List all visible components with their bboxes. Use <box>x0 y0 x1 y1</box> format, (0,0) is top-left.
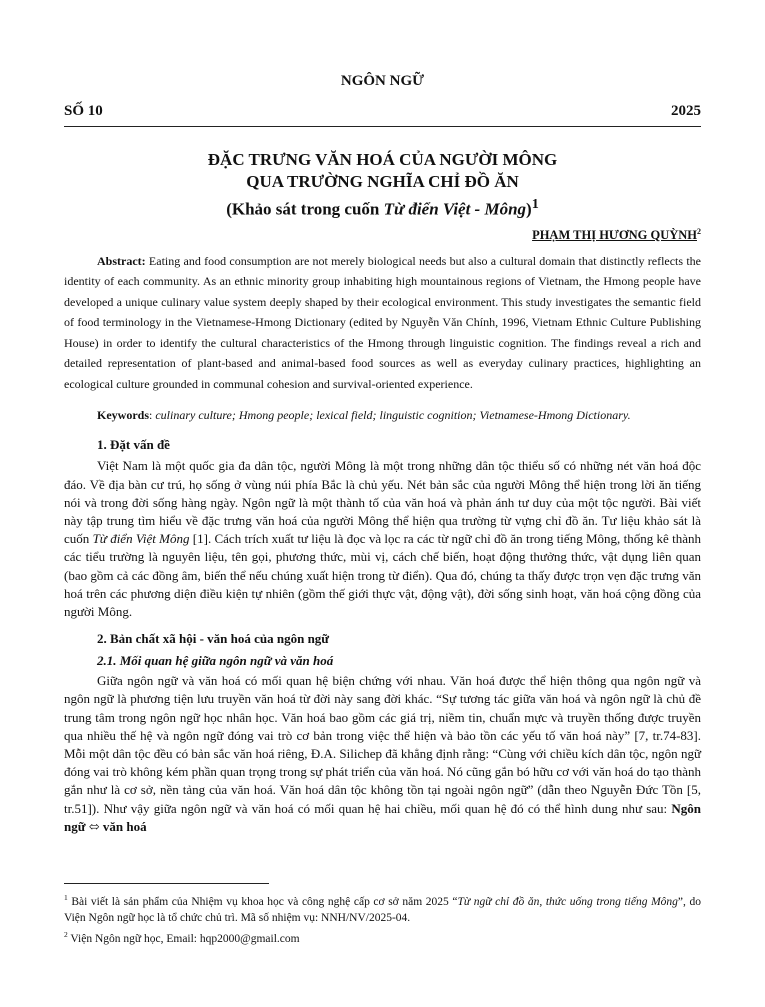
section-1-text-a: Việt Nam là một quốc gia đa dân tộc, người Mông là một trong những dân tộc thiểu số có những nét văn hoá độc đáo. Về địa bàn cư trú, họ sống ở vùng núi phía Bắc là chủ yếu. Nét bản sắc của người Mông thể hiện trong lời ăn tiếng nói và trong đời sống hàng ngày. Ngôn ngữ là một thành tố của văn hoá và phản ánh tư duy của một tộc người. Bài viết này tập trung tìm hiểu về đặc trưng văn hoá của người Mông thể hiện qua trường từ vựng chỉ đồ ăn. Tư liệu khảo sát là cuốn <box>64 458 701 547</box>
footnote-1-text-b: ”, do Viện Ngôn ngữ học là tổ chức chủ trì. Mã số nhiệm vụ: NNH/NV/2025-04. <box>64 895 702 925</box>
footnote-1 <box>64 890 701 927</box>
section-1-dictionary-title: Từ điển Việt Mông <box>92 531 190 547</box>
title-line-3 <box>64 193 701 221</box>
footnote-1-mark: 1 <box>64 893 68 902</box>
journal-name: NGÔN NGỮ <box>340 73 425 89</box>
author-footnote-mark[interactable]: 2 <box>697 226 701 236</box>
abstract <box>64 251 701 395</box>
issue-number: SỐ 10 <box>64 103 103 119</box>
footnote-1-text-a: Bài viết là sản phẩm của Nhiệm vụ khoa học và công nghệ cấp cơ sở năm 2025 “ <box>67 895 458 908</box>
author-name: PHẠM THỊ HƯƠNG QUỲNH <box>532 227 697 242</box>
title-dictionary-name: Từ điển Việt - Mông <box>383 199 527 219</box>
title-line-2: QUA TRƯỜNG NGHĨA CHỈ ĐỒ ĂN <box>246 172 519 191</box>
abstract-text: Eating and food consumption are not merely biological needs but also a cultural domain that distinctly reflects the identity of each community. As an ethnic minority group inhabiting high mountainous regions of Vietnam, the Hmong people have developed a unique culinary value system deeply shaped by their ecological environment. This study investigates the semantic field of food terminology in the Vietnamese-Hmong Dictionary (edited by Nguyễn Văn Chính, 1996, Vietnam Ethnic Culture Publishing House) in order to identify the cultural characteristics of the Hmong through linguistic cognition. The findings reveal a rich and detailed representation of plant-based and animal-based food sources as well as everyday culinary practices, highlighting an ecological culture grounded in communal cohesion and survival-oriented experience. <box>64 253 701 391</box>
issue-year: 2025 <box>671 103 701 119</box>
title-line-1: ĐẶC TRƯNG VĂN HOÁ CỦA NGƯỜI MÔNG <box>207 150 558 169</box>
footnotes <box>64 883 701 947</box>
title-line-3-suffix: ) <box>526 199 532 219</box>
author-line <box>64 227 701 243</box>
section-1-heading: 1. Đặt vấn đề <box>97 437 170 453</box>
abstract-label: Abstract: <box>97 253 146 268</box>
section-2-heading: 2. Bản chất xã hội - văn hoá của ngôn ngữ <box>97 631 330 647</box>
article-title <box>64 149 701 221</box>
section-2-1-paragraph <box>64 672 701 836</box>
subsection-2-1-heading: 2.1. Mối quan hệ giữa ngôn ngữ và văn hoá <box>97 653 334 669</box>
keywords: Keywords: culinary culture; Hmong people; lexical field; linguistic cognition; Vietnamese-Hmong Dictionary. <box>97 408 631 423</box>
article-page <box>64 72 701 836</box>
section-1-text-b: [1]. Cách trích xuất tư liệu là đọc và lọc ra các từ ngữ chỉ đồ ăn trong tiếng Mông, thống kê thành các tiểu trường là nguyên liệu, tên gọi, phương thức, mùi vị, cách chế biến, hoạt động thưởng thức, vật dụng liên quan (bao gồm cả các đồng âm, biến thể nếu chúng xuất hiện trong từ điển). Qua đó, chúng ta thấy được trọn vẹn đặc trưng văn hoá trên các phương diện điều kiện tự nhiên (gồm thế giới thực vật, động vật), đời sống sinh hoạt, văn hoá cộng đồng của người Mông. <box>64 531 701 619</box>
title-footnote-mark[interactable]: 1 <box>531 196 539 212</box>
keywords-label: Keywords <box>97 408 149 423</box>
footnote-2-mark: 2 <box>64 929 68 939</box>
keywords-values: culinary culture; Hmong people; lexical field; linguistic cognition; Vietnamese-Hmong Dictionary. <box>155 408 631 423</box>
footnote-1-italic: Từ ngữ chỉ đồ ăn, thức uống trong tiếng Mông <box>457 895 678 908</box>
footnote-2 <box>64 927 701 947</box>
language-culture-relation: Ngôn ngữ ⬄ văn hoá <box>64 800 701 834</box>
footnote-divider <box>64 883 269 884</box>
section-1-paragraph <box>64 457 701 621</box>
title-line-3-prefix: (Khảo sát trong cuốn <box>226 199 384 219</box>
footnote-2-text: Viện Ngôn ngữ học, Email: hqp2000@gmail.com <box>67 932 300 945</box>
section-2-1-text: Giữa ngôn ngữ và văn hoá có mối quan hệ biện chứng với nhau. Văn hoá được thể hiện thông qua ngôn ngữ và ngôn ngữ là phương tiện lưu truyền văn hoá từ đời này sang đời khác. “Sự tương tác giữa văn hoá và ngôn ngữ là chủ đề trung tâm trong ngôn ngữ học nhân học. Văn hoá bao gồm các giá trị, niềm tin, chuẩn mực và truyền thống được truyền qua nhiều thế hệ và ngôn ngữ đóng vai trò cơ bản trong việc thể hiện và bảo tồn các yếu tố văn hoá này” [7, tr.74-83]. Mỗi một dân tộc đều có bản sắc văn hoá riêng, Đ.A. Silichep đã khẳng định rằng: “Cùng với chiều kích dân tộc, ngôn ngữ đóng vai trò không kém phần quan trọng trong sự phát triển của văn hoá. Nó cũng gắn bó hữu cơ với văn hoá do tạo thành gắn như là cơ sở, nền tảng của văn hoá. Văn hoá dân tộc không tồn tại ngoài ngôn ngữ” (dẫn theo Nguyễn Đức Tồn [5, tr.51]). Như vậy giữa ngôn ngữ và văn hoá có mối quan hệ hai chiều, mối quan hệ đó có thể hình dung như sau: <box>64 673 701 816</box>
issue-row <box>64 103 701 127</box>
